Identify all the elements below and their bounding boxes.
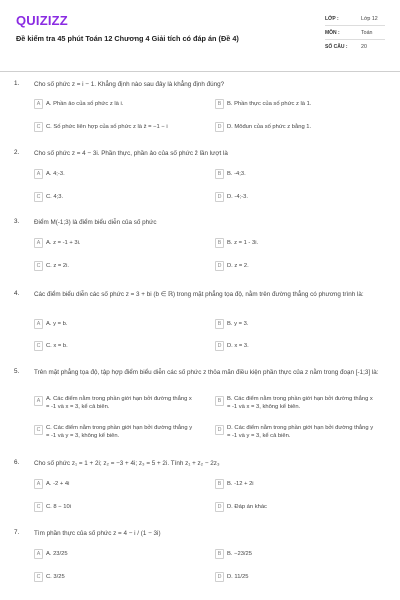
option-c[interactable] xyxy=(34,571,65,583)
option-a[interactable] xyxy=(34,237,80,249)
question-text: Các điểm biểu diễn các số phức z = 3 + bi (b ∈ ℝ) trong mặt phẳng tọa độ, nằm trên đường thẳng có phương trình là: xyxy=(34,291,364,298)
option-d[interactable] xyxy=(215,260,249,272)
option-text: D. z = 2. xyxy=(227,263,249,269)
option-d[interactable] xyxy=(215,501,267,513)
option-text: D. Môđun của số phức z bằng 1. xyxy=(227,124,312,130)
option-text: D. Đáp án khác xyxy=(227,504,267,510)
option-a[interactable] xyxy=(34,396,196,416)
meta-label: MÔN : xyxy=(325,29,340,36)
option-letter: B xyxy=(215,479,224,489)
option-letter: C xyxy=(34,502,43,512)
option-b[interactable] xyxy=(215,548,252,560)
option-text: B. y = 3. xyxy=(227,321,249,327)
option-text: D. 11/25 xyxy=(227,574,249,580)
option-a[interactable] xyxy=(34,98,123,110)
option-d[interactable] xyxy=(215,571,248,583)
option-letter: C xyxy=(34,341,43,351)
option-a[interactable] xyxy=(34,478,69,490)
option-text: A. -2 + 4i xyxy=(46,481,70,487)
option-text: D. x = 3. xyxy=(227,343,249,349)
option-letter: D xyxy=(215,502,224,512)
option-b[interactable] xyxy=(215,478,254,490)
meta-row-class xyxy=(325,12,385,26)
option-text: D. Các điểm nằm trong phần giới hạn bởi đường thẳng y = -1 và y = 3, kể cả biên. xyxy=(227,425,374,439)
option-letter: A xyxy=(34,169,43,179)
option-text: B. -12 + 2i xyxy=(227,481,254,487)
question-text: Cho số phức z = 4 − 3i. Phần thực, phần ảo của số phức z̄ lần lượt là xyxy=(34,150,228,157)
option-letter: B xyxy=(215,169,224,179)
option-text: A. z = -1 + 3i. xyxy=(46,240,81,246)
option-text: C. Số phức liên hợp của số phức z là z̄ = −1 − i xyxy=(46,124,168,130)
option-letter: D xyxy=(215,192,224,202)
option-letter: C xyxy=(34,261,43,271)
option-letter: B xyxy=(215,319,224,329)
question-text: Điểm M(-1;3) là điểm biểu diễn của số phức xyxy=(34,219,157,226)
option-text: A. Phần ảo của số phức z là i. xyxy=(46,101,124,107)
option-text: D. -4;-3. xyxy=(227,194,248,200)
option-a[interactable] xyxy=(34,168,65,180)
question-text: Cho số phức z = i − 1. Khẳng định nào sau đây là khẳng định đúng? xyxy=(34,81,225,88)
option-letter: C xyxy=(34,192,43,202)
option-text: B. Phần thực của số phức z là 1. xyxy=(227,101,312,107)
option-letter: A xyxy=(34,319,43,329)
option-letter: D xyxy=(215,572,224,582)
question-number: 5. xyxy=(14,368,20,375)
meta-row-count xyxy=(325,40,385,53)
question-text: Cho số phức z₁ = 1 + 2i; z₂ = −3 + 4i; z₃ = 5 + 2i. Tính z₁ + z₂ − 2z₃ xyxy=(34,460,220,467)
option-c[interactable] xyxy=(34,425,196,445)
option-d[interactable] xyxy=(215,191,248,203)
option-c[interactable] xyxy=(34,340,68,352)
option-letter: A xyxy=(34,396,43,406)
option-text: C. Các điểm nằm trong phần giới hạn bởi đường thẳng y = -1 và y = 3, không kể biên. xyxy=(46,425,193,439)
option-letter: B xyxy=(215,396,224,406)
meta-value: Lớp 12 xyxy=(361,15,378,22)
question-number: 6. xyxy=(14,459,20,466)
option-a[interactable] xyxy=(34,318,67,330)
meta-box xyxy=(325,12,385,53)
option-d[interactable] xyxy=(215,121,311,133)
option-text: B. Các điểm nằm trong phần giới hạn bởi đường thẳng x = -1 và x = 3, không kể biên. xyxy=(227,396,373,410)
meta-value: 20 xyxy=(361,43,367,50)
option-letter: B xyxy=(215,549,224,559)
option-text: C. 8 − 10i xyxy=(46,504,71,510)
option-a[interactable] xyxy=(34,548,68,560)
question-number: 7. xyxy=(14,529,20,536)
option-b[interactable] xyxy=(215,168,246,180)
meta-label: SỐ CÂU : xyxy=(325,43,348,50)
question-number: 2. xyxy=(14,149,20,156)
option-b[interactable] xyxy=(215,318,248,330)
quizizz-logo: QUIZIZZ xyxy=(16,13,68,28)
option-letter: D xyxy=(215,425,224,435)
question-number: 3. xyxy=(14,218,20,225)
option-letter: D xyxy=(215,122,224,132)
option-c[interactable] xyxy=(34,121,168,133)
option-text: A. 23/25 xyxy=(46,551,68,557)
option-text: A. Các điểm nằm trong phần giới hạn bởi đường thẳng x = -1 và x = 3, kể cả biên. xyxy=(46,396,192,410)
option-b[interactable] xyxy=(215,396,377,416)
option-text: A. y = b. xyxy=(46,321,68,327)
option-text: A. 4;-3. xyxy=(46,171,65,177)
option-b[interactable] xyxy=(215,237,258,249)
question-text: Tìm phần thực của số phức z = 4 − i / (1 − 3i) xyxy=(34,530,161,537)
option-letter: D xyxy=(215,341,224,351)
document-title: Đề kiểm tra 45 phút Toán 12 Chương 4 Giải tích có đáp án (Đề 4) xyxy=(16,34,239,43)
option-c[interactable] xyxy=(34,501,71,513)
option-letter: A xyxy=(34,479,43,489)
option-b[interactable] xyxy=(215,98,311,110)
option-text: B. −23/25 xyxy=(227,551,252,557)
option-c[interactable] xyxy=(34,260,69,272)
option-d[interactable] xyxy=(215,425,377,445)
question-number: 1. xyxy=(14,80,20,87)
question-text: Trên mặt phẳng tọa độ, tập hợp điểm biểu diễn các số phức z thỏa mãn điều kiện phần thực của z nằm trong đoạn [-1;3] là: xyxy=(34,369,379,376)
option-letter: A xyxy=(34,99,43,109)
meta-row-subject xyxy=(325,26,385,40)
header xyxy=(0,0,400,72)
option-text: B. -4;3. xyxy=(227,171,246,177)
option-text: C. z = 2i. xyxy=(46,263,70,269)
option-letter: A xyxy=(34,238,43,248)
option-letter: A xyxy=(34,549,43,559)
header-divider xyxy=(0,71,400,72)
option-d[interactable] xyxy=(215,340,249,352)
option-text: C. 3/25 xyxy=(46,574,65,580)
option-text: C. 4;3. xyxy=(46,194,64,200)
option-text: C. x = b. xyxy=(46,343,68,349)
option-c[interactable] xyxy=(34,191,63,203)
question-number: 4. xyxy=(14,290,20,297)
option-text: B. z = 1 - 3i. xyxy=(227,240,259,246)
meta-label: LỚP : xyxy=(325,15,339,22)
option-letter: C xyxy=(34,122,43,132)
option-letter: D xyxy=(215,261,224,271)
option-letter: B xyxy=(215,99,224,109)
meta-value: Toán xyxy=(361,29,373,36)
option-letter: C xyxy=(34,425,43,435)
option-letter: C xyxy=(34,572,43,582)
option-letter: B xyxy=(215,238,224,248)
